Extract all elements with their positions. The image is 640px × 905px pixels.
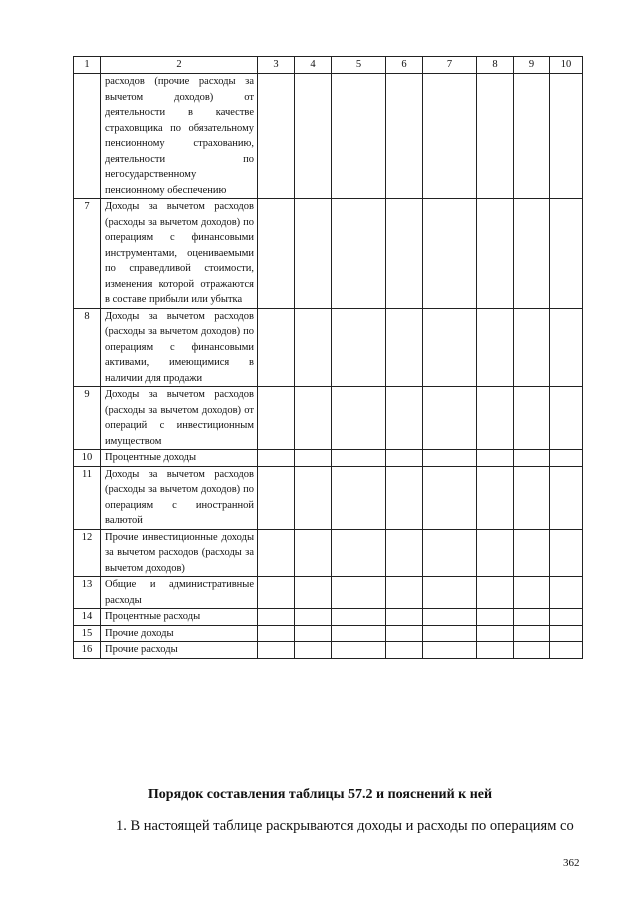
row-number-cell: 9 — [74, 387, 101, 450]
value-cell — [258, 74, 295, 199]
row-number-cell: 13 — [74, 577, 101, 609]
value-cell — [514, 74, 550, 199]
table-row — [74, 387, 583, 450]
value-cell — [295, 642, 332, 659]
value-cell — [514, 577, 550, 609]
value-cell — [386, 308, 423, 387]
value-cell — [514, 466, 550, 529]
row-number-cell: 15 — [74, 625, 101, 642]
value-cell — [332, 308, 386, 387]
row-indicator-cell: Прочие инвестиционные доходы за вычетом расходов (расходы за вычетом доходов) — [101, 529, 258, 577]
table-row — [74, 625, 583, 642]
value-cell — [258, 308, 295, 387]
value-cell — [423, 199, 477, 309]
value-cell — [423, 308, 477, 387]
value-cell — [386, 387, 423, 450]
value-cell — [514, 642, 550, 659]
value-cell — [295, 609, 332, 626]
value-cell — [295, 466, 332, 529]
header-cell: 7 — [423, 57, 477, 74]
value-cell — [550, 577, 583, 609]
value-cell — [514, 450, 550, 467]
row-number-cell: 10 — [74, 450, 101, 467]
value-cell — [258, 642, 295, 659]
value-cell — [295, 199, 332, 309]
row-indicator-cell: Доходы за вычетом расходов (расходы за вычетом доходов) по операциям с иностранной валютой — [101, 466, 258, 529]
header-cell: 5 — [332, 57, 386, 74]
header-cell: 4 — [295, 57, 332, 74]
report-table — [73, 56, 583, 659]
value-cell — [477, 199, 514, 309]
table-row — [74, 199, 583, 309]
value-cell — [332, 609, 386, 626]
value-cell — [332, 642, 386, 659]
value-cell — [386, 466, 423, 529]
value-cell — [550, 387, 583, 450]
page-number: 362 — [563, 857, 580, 869]
table-row — [74, 577, 583, 609]
row-number-cell: 14 — [74, 609, 101, 626]
header-cell: 8 — [477, 57, 514, 74]
value-cell — [295, 387, 332, 450]
value-cell — [295, 625, 332, 642]
value-cell — [295, 529, 332, 577]
value-cell — [514, 625, 550, 642]
value-cell — [386, 577, 423, 609]
table-row — [74, 450, 583, 467]
value-cell — [477, 74, 514, 199]
table-row — [74, 74, 583, 199]
row-indicator-cell: Доходы за вычетом расходов (расходы за вычетом доходов) по операциям с финансовыми инструментами, оцениваемыми по справедливой стоимости, изменения которой отражаются в составе прибыли или убытка — [101, 199, 258, 309]
value-cell — [295, 450, 332, 467]
header-cell: 1 — [74, 57, 101, 74]
value-cell — [550, 609, 583, 626]
table-row — [74, 529, 583, 577]
value-cell — [514, 529, 550, 577]
value-cell — [332, 625, 386, 642]
table-row — [74, 609, 583, 626]
row-indicator-cell: Процентные доходы — [101, 450, 258, 467]
value-cell — [332, 529, 386, 577]
row-number-cell: 16 — [74, 642, 101, 659]
value-cell — [332, 450, 386, 467]
value-cell — [386, 625, 423, 642]
value-cell — [550, 308, 583, 387]
value-cell — [477, 308, 514, 387]
value-cell — [477, 466, 514, 529]
value-cell — [550, 450, 583, 467]
value-cell — [423, 609, 477, 626]
header-cell: 9 — [514, 57, 550, 74]
value-cell — [477, 450, 514, 467]
row-indicator-cell: Доходы за вычетом расходов (расходы за вычетом доходов) от операций с инвестиционным имуществом — [101, 387, 258, 450]
value-cell — [386, 199, 423, 309]
value-cell — [295, 74, 332, 199]
value-cell — [550, 642, 583, 659]
value-cell — [550, 529, 583, 577]
value-cell — [258, 387, 295, 450]
value-cell — [423, 529, 477, 577]
value-cell — [514, 387, 550, 450]
value-cell — [295, 577, 332, 609]
row-indicator-cell: Доходы за вычетом расходов (расходы за вычетом доходов) по операциям с финансовыми активами, имеющимися в наличии для продажи — [101, 308, 258, 387]
value-cell — [550, 466, 583, 529]
header-cell: 3 — [258, 57, 295, 74]
value-cell — [423, 642, 477, 659]
row-indicator-cell: Общие и административные расходы — [101, 577, 258, 609]
section-heading: Порядок составления таблицы 57.2 и пояснений к ней — [147, 787, 493, 802]
value-cell — [550, 625, 583, 642]
value-cell — [258, 199, 295, 309]
value-cell — [423, 625, 477, 642]
value-cell — [423, 74, 477, 199]
value-cell — [332, 74, 386, 199]
value-cell — [550, 74, 583, 199]
value-cell — [258, 625, 295, 642]
value-cell — [386, 609, 423, 626]
value-cell — [423, 466, 477, 529]
row-indicator-cell: расходов (прочие расходы за вычетом доходов) от деятельности в качестве страховщика по обязательному пенсионному страхованию, деятельности по негосударственному пенсионному обеспечению — [101, 74, 258, 199]
header-cell: 2 — [101, 57, 258, 74]
row-number-cell — [74, 74, 101, 199]
value-cell — [386, 450, 423, 467]
value-cell — [477, 387, 514, 450]
header-cell: 6 — [386, 57, 423, 74]
row-indicator-cell: Прочие расходы — [101, 642, 258, 659]
value-cell — [477, 577, 514, 609]
value-cell — [423, 387, 477, 450]
value-cell — [423, 577, 477, 609]
value-cell — [550, 199, 583, 309]
value-cell — [332, 577, 386, 609]
value-cell — [332, 199, 386, 309]
value-cell — [477, 609, 514, 626]
value-cell — [477, 642, 514, 659]
value-cell — [477, 529, 514, 577]
value-cell — [258, 466, 295, 529]
value-cell — [258, 450, 295, 467]
value-cell — [514, 308, 550, 387]
body-paragraph: 1. В настоящей таблице раскрываются доходы и расходы по операциям со — [116, 818, 574, 834]
row-number-cell: 12 — [74, 529, 101, 577]
value-cell — [386, 529, 423, 577]
row-number-cell: 7 — [74, 199, 101, 309]
value-cell — [386, 642, 423, 659]
value-cell — [258, 529, 295, 577]
table-row — [74, 642, 583, 659]
value-cell — [332, 466, 386, 529]
value-cell — [295, 308, 332, 387]
table-row — [74, 466, 583, 529]
row-number-cell: 8 — [74, 308, 101, 387]
header-cell: 10 — [550, 57, 583, 74]
table-header-row — [74, 57, 583, 74]
value-cell — [514, 199, 550, 309]
value-cell — [386, 74, 423, 199]
row-indicator-cell: Процентные расходы — [101, 609, 258, 626]
value-cell — [423, 450, 477, 467]
value-cell — [514, 609, 550, 626]
value-cell — [477, 625, 514, 642]
value-cell — [332, 387, 386, 450]
value-cell — [258, 609, 295, 626]
row-indicator-cell: Прочие доходы — [101, 625, 258, 642]
value-cell — [258, 577, 295, 609]
table-row — [74, 308, 583, 387]
row-number-cell: 11 — [74, 466, 101, 529]
